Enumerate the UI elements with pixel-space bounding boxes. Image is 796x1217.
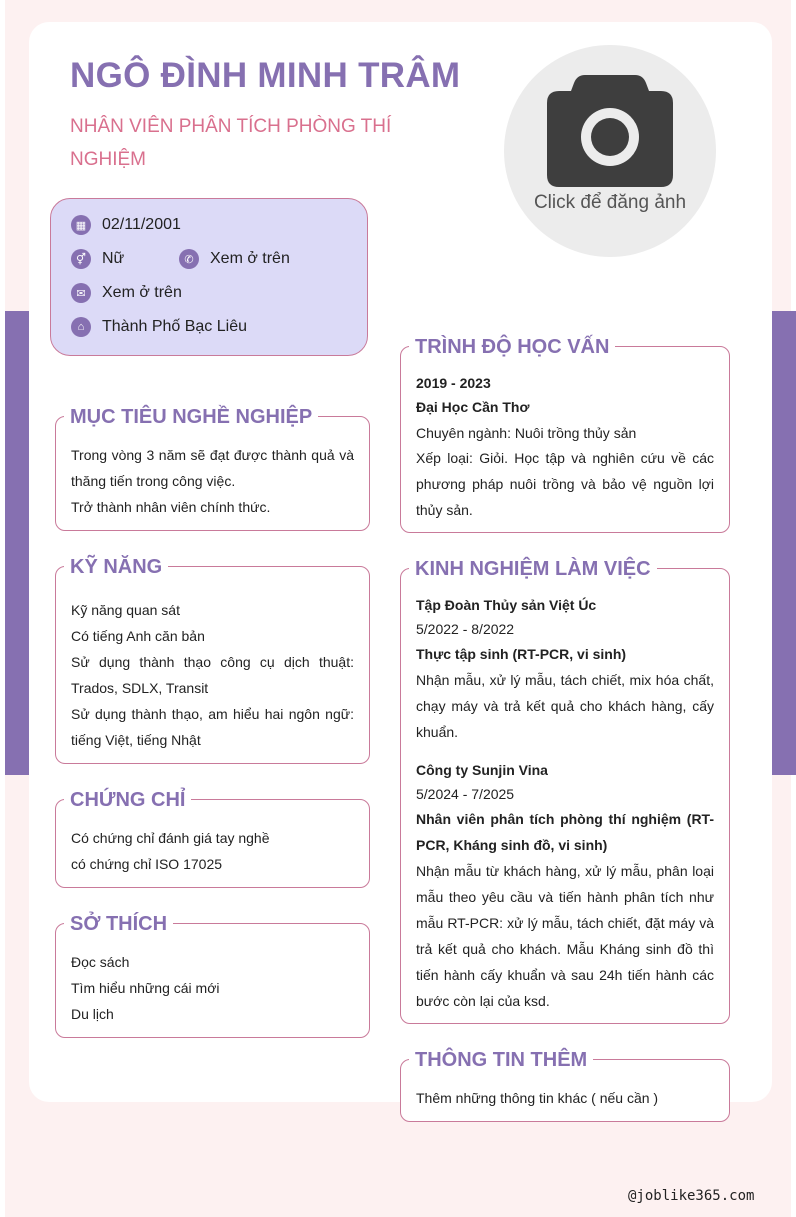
photo-upload-label: Click để đăng ảnh <box>533 192 687 213</box>
certificates-title: CHỨNG CHỈ <box>64 786 191 814</box>
experience-title: KINH NGHIỆM LÀM VIỆC <box>409 555 657 583</box>
phone-icon: ✆ <box>179 249 199 269</box>
experience-section <box>400 558 730 1024</box>
hobby-item[interactable]: Đọc sách <box>71 954 130 970</box>
certificate-item[interactable]: có chứng chỉ ISO 17025 <box>71 856 223 872</box>
skill-item[interactable]: Sử dụng thành thạo công cụ dịch thuật: Trados, SDLX, Transit <box>71 654 354 696</box>
email-icon: ✉ <box>71 283 91 303</box>
additional-title: THÔNG TIN THÊM <box>409 1046 593 1074</box>
job-entry <box>416 593 714 745</box>
phone-row[interactable] <box>179 249 290 269</box>
hobbies-title: SỞ THÍCH <box>64 910 173 938</box>
email-row[interactable] <box>71 283 182 303</box>
skill-item[interactable]: Sử dụng thành thạo, am hiểu hai ngôn ngữ: tiếng Việt, tiếng Nhật <box>71 706 354 748</box>
candidate-name[interactable]: NGÔ ĐÌNH MINH TRÂM <box>70 56 461 95</box>
home-icon: ⌂ <box>71 317 91 337</box>
additional-text[interactable]: Thêm những thông tin khác ( nếu cần ) <box>416 1090 659 1106</box>
certificates-section <box>55 789 370 888</box>
education-section <box>400 336 730 533</box>
job-company[interactable]: Công ty Sunjin Vina <box>416 762 548 778</box>
education-school[interactable]: Đại Học Cần Thơ <box>416 399 530 415</box>
hobbies-section <box>55 913 370 1038</box>
skills-title: KỸ NĂNG <box>64 553 168 581</box>
objective-line[interactable]: Trong vòng 3 năm sẽ đạt được thành quả và thăng tiến trong công việc. <box>71 447 354 489</box>
job-entry <box>416 758 714 1014</box>
skills-section <box>55 556 370 764</box>
hobby-item[interactable]: Tìm hiểu những cái mới <box>71 980 220 996</box>
skill-item[interactable]: Kỹ năng quan sát <box>71 602 180 618</box>
photo-upload[interactable] <box>504 45 716 257</box>
birthday-value: 02/11/2001 <box>102 216 181 233</box>
job-role[interactable]: Nhân viên phân tích phòng thí nghiệm (RT-PCR, Kháng sinh đồ, vi sinh) <box>416 811 714 853</box>
right-accent-bar <box>772 311 796 775</box>
phone-value: Xem ở trên <box>210 250 290 267</box>
education-grade[interactable]: Xếp loại: Giỏi. Học tập và nghiên cứu về các phương pháp nuôi trồng và bảo vệ nguồn lợi thủy sản. <box>416 450 714 518</box>
watermark: @joblike365.com <box>628 1188 755 1204</box>
address-row[interactable] <box>71 317 247 337</box>
objective-line[interactable]: Trở thành nhân viên chính thức. <box>71 499 271 515</box>
job-period[interactable]: 5/2022 - 8/2022 <box>416 621 515 637</box>
left-accent-bar <box>5 311 29 775</box>
additional-section <box>400 1049 730 1122</box>
skill-item[interactable]: Có tiếng Anh căn bản <box>71 628 205 644</box>
job-description[interactable]: Nhận mẫu, xử lý mẫu, tách chiết, mix hóa chất, chạy máy và trả kết quả cho khách hàng, cấy khuẩn. <box>416 672 714 740</box>
job-description[interactable]: Nhận mẫu từ khách hàng, xử lý mẫu, phân loại mẫu theo yêu cầu và tiến hành phân tích như mẫu RT-PCR: xử lý mẫu, tách chiết, đặt máy và trả kết quả cho khách. Mẫu Kháng sinh đồ thì tiến hành cấy khuẩn và sau 24h tiến hành các bước còn lại của ksd. <box>416 863 714 1009</box>
address-value: Thành Phố Bạc Liêu <box>102 318 247 335</box>
calendar-icon: ▦ <box>71 215 91 235</box>
job-period[interactable]: 5/2024 - 7/2025 <box>416 786 515 802</box>
birthday-row[interactable] <box>71 215 181 235</box>
email-value: Xem ở trên <box>102 284 182 301</box>
gender-row[interactable] <box>71 249 124 269</box>
certificate-item[interactable]: Có chứng chỉ đánh giá tay nghề <box>71 830 270 846</box>
camera-icon <box>547 75 673 187</box>
contact-box <box>50 198 368 356</box>
job-role[interactable]: Thực tập sinh (RT-PCR, vi sinh) <box>416 646 627 662</box>
job-company[interactable]: Tập Đoàn Thủy sản Việt Úc <box>416 597 597 613</box>
gender-value: Nữ <box>102 250 125 267</box>
gender-icon: ⚥ <box>71 249 91 269</box>
education-title: TRÌNH ĐỘ HỌC VẤN <box>409 333 615 361</box>
job-position[interactable]: NHÂN VIÊN PHÂN TÍCH PHÒNG THÍ NGHIỆM <box>70 116 392 170</box>
education-major[interactable]: Chuyên ngành: Nuôi trồng thủy sản <box>416 425 637 441</box>
education-period[interactable]: 2019 - 2023 <box>416 375 491 391</box>
objective-section <box>55 406 370 531</box>
objective-title: MỤC TIÊU NGHỀ NGHIỆP <box>64 403 318 431</box>
hobby-item[interactable]: Du lịch <box>71 1006 114 1022</box>
